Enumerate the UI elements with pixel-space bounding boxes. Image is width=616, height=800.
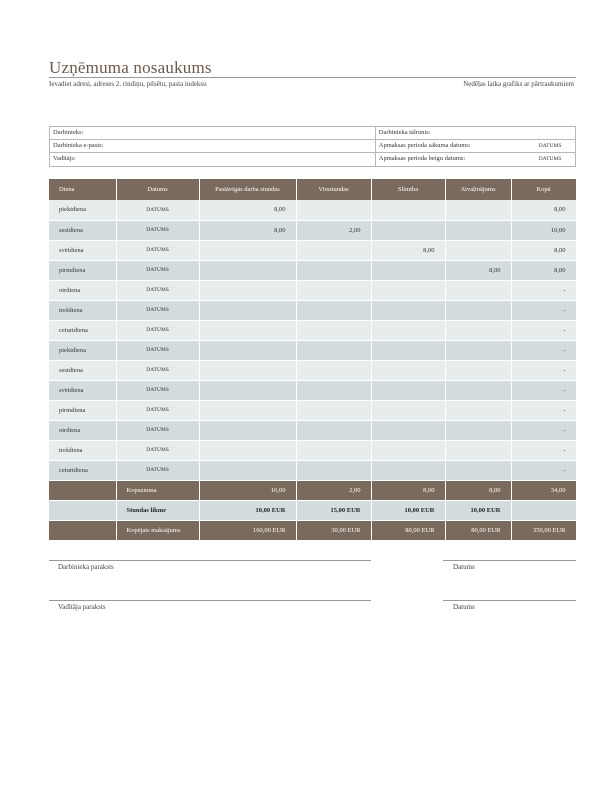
- cell-sick[interactable]: [371, 260, 445, 280]
- company-address: Ievadiet adresi, adreses 2. rindiņu, pilsētu, pasta indeksu: [49, 80, 207, 88]
- cell-vacation[interactable]: [445, 420, 511, 440]
- cell-regular[interactable]: 8,00: [199, 200, 296, 220]
- cell-date[interactable]: DATUMS: [116, 260, 199, 280]
- cell-regular[interactable]: [199, 420, 296, 440]
- cell-regular[interactable]: [199, 300, 296, 320]
- cell-day[interactable]: ceturtdiena: [49, 320, 116, 340]
- cell-regular[interactable]: [199, 320, 296, 340]
- cell-overtime[interactable]: [296, 420, 371, 440]
- cell-regular[interactable]: [199, 240, 296, 260]
- cell-date[interactable]: DATUMS: [116, 240, 199, 260]
- cell-vacation[interactable]: [445, 440, 511, 460]
- cell-sick[interactable]: [371, 320, 445, 340]
- cell-day[interactable]: otrdiena: [49, 280, 116, 300]
- cell-total[interactable]: -: [511, 340, 576, 360]
- cell-vacation[interactable]: [445, 380, 511, 400]
- table-row: [49, 380, 576, 400]
- cell-regular[interactable]: [199, 340, 296, 360]
- cell-sick[interactable]: [371, 400, 445, 420]
- cell-date[interactable]: DATUMS: [116, 220, 199, 240]
- table-row: [49, 300, 576, 320]
- employee-phone-label[interactable]: Darbinieka tālrunis:: [378, 129, 431, 136]
- pay-row-value: 80,00 EUR: [445, 520, 511, 540]
- cell-date[interactable]: DATUMS: [116, 360, 199, 380]
- period-start-label: Apmaksas perioda sākuma datums:: [378, 142, 471, 149]
- table-row: [49, 360, 576, 380]
- date-line-1[interactable]: [443, 560, 576, 561]
- cell-overtime[interactable]: [296, 260, 371, 280]
- blank-cell: [49, 480, 116, 500]
- cell-vacation[interactable]: [445, 220, 511, 240]
- info-row: [50, 127, 575, 140]
- cell-overtime[interactable]: [296, 460, 371, 480]
- cell-sick[interactable]: [371, 460, 445, 480]
- table-row: [49, 400, 576, 420]
- cell-overtime[interactable]: [296, 300, 371, 320]
- summary-row-value: 2,00: [296, 480, 371, 500]
- col-header-vacation: Atvaļinājums: [445, 179, 511, 200]
- summary-row-value: 16,00: [199, 480, 296, 500]
- cell-sick[interactable]: [371, 220, 445, 240]
- cell-sick[interactable]: 8,00: [371, 240, 445, 260]
- table-row: [49, 320, 576, 340]
- table-row: [49, 280, 576, 300]
- cell-total[interactable]: -: [511, 400, 576, 420]
- header-rule: [49, 77, 576, 78]
- cell-vacation[interactable]: [445, 360, 511, 380]
- cell-total[interactable]: -: [511, 420, 576, 440]
- col-header-date: Datums: [116, 179, 199, 200]
- employee-phone-value[interactable]: [525, 127, 575, 139]
- table-row: [49, 340, 576, 360]
- cell-date[interactable]: DATUMS: [116, 320, 199, 340]
- cell-date[interactable]: DATUMS: [116, 280, 199, 300]
- manager-signature-label: Vadītāja paraksts: [58, 603, 106, 611]
- cell-day[interactable]: ceturtdiena: [49, 460, 116, 480]
- table-row: [49, 460, 576, 480]
- info-row: [50, 140, 575, 153]
- pay-row-value: 80,00 EUR: [371, 520, 445, 540]
- cell-date[interactable]: DATUMS: [116, 380, 199, 400]
- cell-overtime[interactable]: [296, 400, 371, 420]
- blank-cell: [49, 520, 116, 540]
- cell-overtime[interactable]: [296, 360, 371, 380]
- summary-row-value: 8,00: [445, 480, 511, 500]
- cell-total[interactable]: -: [511, 360, 576, 380]
- cell-total[interactable]: -: [511, 280, 576, 300]
- employee-label[interactable]: Darbinieks:: [50, 127, 376, 139]
- summary-row-value: 8,00: [371, 480, 445, 500]
- table-header-row: [49, 179, 576, 200]
- rate-row-value[interactable]: 10,00 EUR: [445, 500, 511, 520]
- cell-day[interactable]: svētdiena: [49, 380, 116, 400]
- date-label-2: Datums: [453, 603, 475, 611]
- cell-total[interactable]: -: [511, 300, 576, 320]
- cell-day[interactable]: piektdiena: [49, 340, 116, 360]
- cell-date[interactable]: DATUMS: [116, 300, 199, 320]
- col-header-overtime: Virsstundas: [296, 179, 371, 200]
- table-row: [49, 240, 576, 260]
- table-row: [49, 420, 576, 440]
- cell-date[interactable]: DATUMS: [116, 440, 199, 460]
- cell-sick[interactable]: [371, 420, 445, 440]
- cell-total[interactable]: -: [511, 320, 576, 340]
- period-end-value[interactable]: DATUMS: [538, 156, 562, 162]
- cell-sick[interactable]: [371, 340, 445, 360]
- period-start-value[interactable]: DATUMS: [538, 143, 562, 149]
- pay-row-value: 350,00 EUR: [511, 520, 576, 540]
- cell-overtime[interactable]: [296, 440, 371, 460]
- period-end-label: Apmaksas perioda beigu datums:: [378, 155, 466, 162]
- rate-row-label: Stundas likme: [116, 500, 199, 520]
- table-row: [49, 260, 576, 280]
- col-header-total: Kopā: [511, 179, 576, 200]
- cell-regular[interactable]: [199, 400, 296, 420]
- cell-date[interactable]: DATUMS: [116, 460, 199, 480]
- cell-overtime[interactable]: [296, 320, 371, 340]
- cell-regular[interactable]: [199, 260, 296, 280]
- table-row: [49, 200, 576, 220]
- summary-row-value: 34,00: [511, 480, 576, 500]
- cell-date[interactable]: DATUMS: [116, 200, 199, 220]
- cell-vacation[interactable]: 8,00: [445, 260, 511, 280]
- cell-regular[interactable]: [199, 440, 296, 460]
- summary-row: [49, 480, 576, 500]
- summary-row-label: Kopsumma: [116, 480, 199, 500]
- pay-row: [49, 520, 576, 540]
- cell-overtime[interactable]: [296, 240, 371, 260]
- cell-total[interactable]: 8,00: [511, 240, 576, 260]
- cell-total[interactable]: -: [511, 460, 576, 480]
- employee-signature-label: Darbinieka paraksts: [58, 563, 114, 571]
- col-header-day: Diena: [49, 179, 116, 200]
- rate-row-value[interactable]: 15,00 EUR: [296, 500, 371, 520]
- timesheet-table: [49, 179, 577, 541]
- cell-total[interactable]: -: [511, 440, 576, 460]
- cell-total[interactable]: 10,00: [511, 220, 576, 240]
- rate-row-value[interactable]: 10,00 EUR: [199, 500, 296, 520]
- pay-row-label: Kopējais maksājums: [116, 520, 199, 540]
- cell-day[interactable]: svētdiena: [49, 240, 116, 260]
- blank-cell: [49, 500, 116, 520]
- cell-date[interactable]: DATUMS: [116, 400, 199, 420]
- cell-total[interactable]: 8,00: [511, 200, 576, 220]
- company-name: Uzņēmuma nosaukums: [49, 58, 212, 77]
- cell-vacation[interactable]: [445, 340, 511, 360]
- cell-sick[interactable]: [371, 300, 445, 320]
- cell-vacation[interactable]: [445, 320, 511, 340]
- cell-day[interactable]: pirmdiena: [49, 400, 116, 420]
- cell-overtime[interactable]: [296, 380, 371, 400]
- cell-day[interactable]: trešdiena: [49, 300, 116, 320]
- cell-date[interactable]: DATUMS: [116, 340, 199, 360]
- employee-info-grid: [49, 126, 576, 167]
- manager-signature-line[interactable]: [49, 600, 371, 601]
- date-label-1: Datums: [453, 563, 475, 571]
- pay-row-value: 160,00 EUR: [199, 520, 296, 540]
- timesheet-note: Nedēļas laika grafiks ar pārtraukumiem: [463, 80, 574, 88]
- cell-regular[interactable]: [199, 380, 296, 400]
- cell-vacation[interactable]: [445, 200, 511, 220]
- rate-row-value: [511, 500, 576, 520]
- cell-date[interactable]: DATUMS: [116, 420, 199, 440]
- cell-vacation[interactable]: [445, 300, 511, 320]
- cell-sick[interactable]: [371, 360, 445, 380]
- cell-day[interactable]: piektdiena: [49, 200, 116, 220]
- cell-overtime[interactable]: [296, 280, 371, 300]
- cell-regular[interactable]: 8,00: [199, 220, 296, 240]
- rate-row-value[interactable]: 10,00 EUR: [371, 500, 445, 520]
- cell-regular[interactable]: [199, 460, 296, 480]
- cell-regular[interactable]: [199, 280, 296, 300]
- cell-sick[interactable]: [371, 440, 445, 460]
- cell-day[interactable]: otrdiena: [49, 420, 116, 440]
- cell-overtime[interactable]: [296, 200, 371, 220]
- rate-row: [49, 500, 576, 520]
- cell-day[interactable]: sestdiena: [49, 360, 116, 380]
- manager-label[interactable]: Vadītājs:: [50, 153, 376, 166]
- cell-sick[interactable]: [371, 380, 445, 400]
- table-row: [49, 220, 576, 240]
- cell-vacation[interactable]: [445, 240, 511, 260]
- employee-signature-line[interactable]: [49, 560, 371, 561]
- table-row: [49, 440, 576, 460]
- cell-vacation[interactable]: [445, 280, 511, 300]
- info-row: [50, 153, 575, 166]
- employee-email-label[interactable]: Darbinieka e-pasts:: [50, 140, 376, 152]
- cell-total[interactable]: -: [511, 380, 576, 400]
- cell-regular[interactable]: [199, 360, 296, 380]
- cell-day[interactable]: sestdiena: [49, 220, 116, 240]
- col-header-sick: Slimība: [371, 179, 445, 200]
- cell-day[interactable]: pirmdiena: [49, 260, 116, 280]
- cell-sick[interactable]: [371, 200, 445, 220]
- cell-vacation[interactable]: [445, 400, 511, 420]
- cell-overtime[interactable]: [296, 340, 371, 360]
- cell-sick[interactable]: [371, 280, 445, 300]
- date-line-2[interactable]: [443, 600, 576, 601]
- pay-row-value: 30,00 EUR: [296, 520, 371, 540]
- cell-day[interactable]: trešdiena: [49, 440, 116, 460]
- cell-overtime[interactable]: 2,00: [296, 220, 371, 240]
- col-header-regular: Pastāvīgās darba stundas: [199, 179, 296, 200]
- cell-total[interactable]: 8,00: [511, 260, 576, 280]
- cell-vacation[interactable]: [445, 460, 511, 480]
